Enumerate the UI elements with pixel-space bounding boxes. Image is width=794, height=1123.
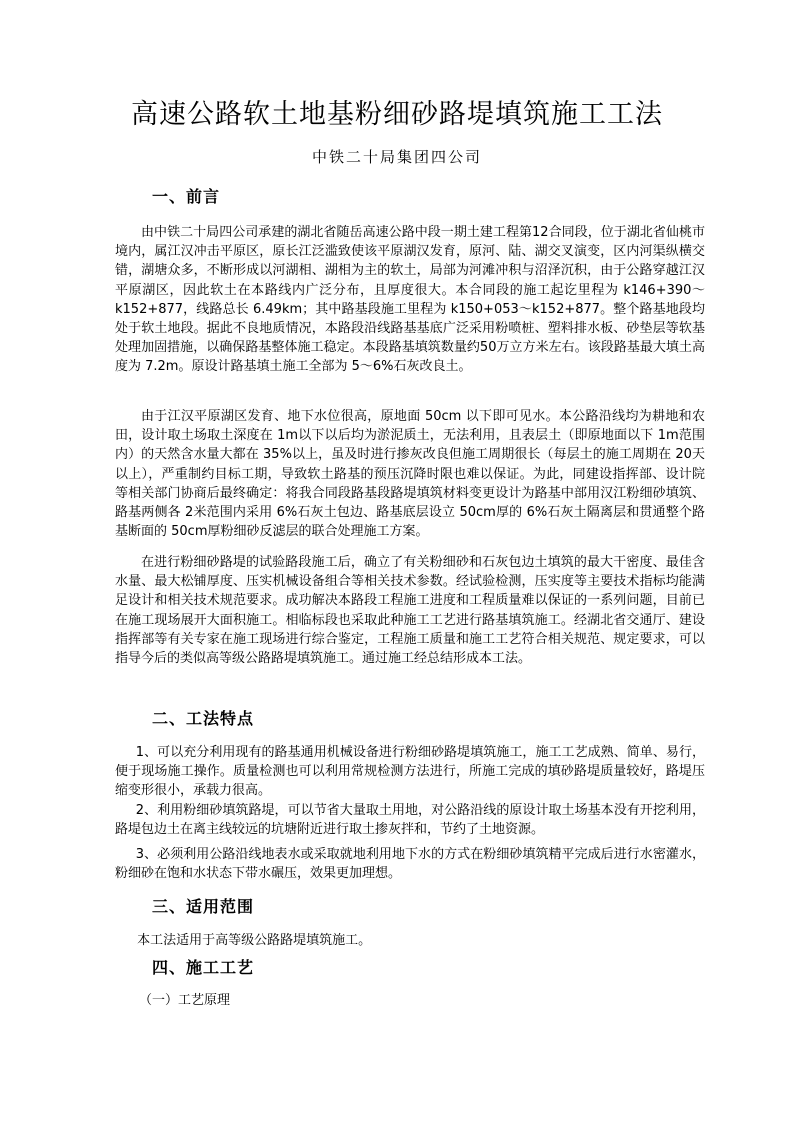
section-heading-scope: 三、适用范围 — [152, 897, 255, 916]
scope-paragraph: 本工法适用于高等级公路路堤填筑施工。 — [137, 933, 372, 948]
document-subtitle: 中铁二十局集团四公司 — [311, 148, 482, 166]
section-heading-features: 二、工法特点 — [152, 709, 255, 728]
section-heading-preface: 一、前言 — [152, 187, 221, 206]
subheading-process-principle: （一）工艺原理 — [139, 993, 231, 1008]
features-item-3: 3、必须利用公路沿线地表水或采取就地利用地下水的方式在粉细砂填筑精平完成后进行水密灌水，粉细砂在饱和水状态下带水碾压，效果更加理想。 — [115, 847, 705, 882]
features-item-2: 2、利用粉细砂填筑路堤，可以节省大量取土用地，对公路沿线的原设计取土场基本没有开挖利用，路堤包边土在离主线较远的坑塘附近进行取土掺灰拌和，节约了土地资源。 — [115, 803, 705, 838]
preface-paragraph-3: 在进行粉细砂路堤的试验路段施工后，确立了有关粉细砂和石灰包边土填筑的最大干密度、最佳含水量、最大松铺厚度、压实机械设备组合等相关技术参数。经试验检测，压实度等主要技术指标均能满足设计和相关技术规范要求。成功解决本路段工程施工进度和工程质量难以保证的一系列问题，目前已在施工现场展开大面积施工。相临标段也采取此种施工工艺进行路基填筑施工。经湖北省交通厅、建设指挥部等有关专家在施工现场进行综合鉴定，工程施工质量和施工工艺符合相关规范、规定要求，可以指导今后的类似高等级公路路堤填筑施工。通过施工经总结形成本工法。 — [115, 555, 705, 667]
preface-paragraph-1: 由中铁二十局四公司承建的湖北省随岳高速公路中段一期土建工程第12合同段，位于湖北省仙桃市境内，属江汉冲击平原区，原长江泛滥致使该平原湖汉发育，原河、陆、湖交叉演变，区内河渠纵横交错，湖塘众多，不断形成以河湖相、湖相为主的软土，局部为河滩冲积与沼泽沉积，由于公路穿越江汉平原湖区，因此软土在本路线内广泛分布，且厚度很大。本合同段的施工起讫里程为 k146+390～k152+877，线路总长 6.49km；其中路基段施工里程为 k150+053～k152+877。整个路基地段均处于软土地段。据此不良地质情况，本路段沿线路基基底广泛采用粉喷桩、塑料排水板、砂垫层等软基处理加固措施，以确保路基整体施工稳定。本段路基填筑数量约50万立方米左右。该段路基最大填土高度为 7.2m。原设计路基填土施工全部为 5～6%石灰改良土。 — [115, 225, 705, 375]
document-title: 高速公路软土地基粉细砂路堤填筑施工工法 — [131, 99, 663, 130]
section-heading-process: 四、施工工艺 — [152, 958, 255, 977]
features-item-1: 1、可以充分利用现有的路基通用机械设备进行粉细砂路堤填筑施工，施工工艺成熟、简单、易行，便于现场施工操作。质量检测也可以利用常规检测方法进行，所施工完成的填砂路堤质量较好，路堤压缩变形很小，承载力很高。 — [115, 745, 705, 799]
preface-paragraph-2: 由于江汉平原湖区发育、地下水位很高，原地面 50cm 以下即可见水。本公路沿线均为耕地和农田，设计取土场取土深度在 1m以下以后均为淤泥质土，无法利用，且表层土（即原地面以下 1m范围内）的天然含水量大都在 35%以上，虽及时进行掺灰改良但施工周期很长（每层土的施工周期在 20天以上），严重制约目标工期，导致软土路基的预压沉降时限也难以保证。为此，同建设指挥部、设计院等相关部门协商后最终确定：将我合同段路基段路堤填筑材料变更设计为路基中部用汉江粉细砂填筑、路基两侧各 2米范围内采用 6%石灰土包边、路基底层设立 50cm厚的 6%石灰土隔离层和贯通整个路基断面的 50cm厚粉细砂反滤层的联合处理施工方案。 — [115, 409, 705, 540]
